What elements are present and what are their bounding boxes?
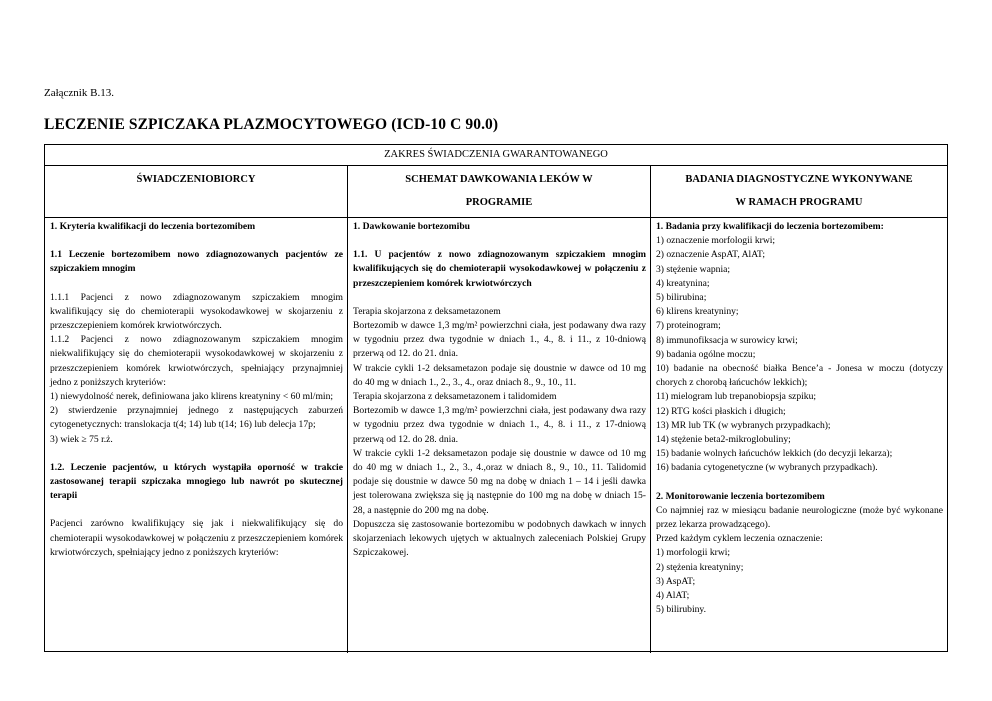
table-body bbox=[45, 218, 947, 653]
list-item: 5) bilirubina; bbox=[656, 292, 707, 304]
section-1-1-heading: 1.1 Leczenie bortezomibem nowo zdiagnozowanych pacjentów ze szpiczakiem mnogim bbox=[50, 249, 343, 275]
column-header-beneficiaries bbox=[45, 166, 348, 217]
criterion-item-3: 3) wiek ≥ 75 r.ż. bbox=[50, 433, 113, 445]
column-header-diagnostics-line1: BADANIA DIAGNOSTYCZNE WYKONYWANE bbox=[685, 174, 913, 185]
dosing-cell bbox=[348, 218, 651, 653]
list-item: 1) oznaczenie morfologii krwi; bbox=[656, 235, 776, 247]
dosing-paragraph-1: Bortezomib w dawce 1,3 mg/m² powierzchni ciała, jest podawany dwa razy w tygodniu przez dwa tygodnie w dniach 1., 4., 8. i 11., z 10-dniową przerwą od 12. do 21. dnia. bbox=[353, 320, 646, 360]
column-header-beneficiaries-label: ŚWIADCZENIOBIORCY bbox=[136, 174, 256, 185]
list-item: 1) morfologii krwi; bbox=[656, 547, 731, 559]
column-header-dosing bbox=[348, 166, 651, 217]
qualification-heading: 1. Kryteria kwalifikacji do leczenia bortezomibem bbox=[50, 221, 256, 232]
list-item: 9) badania ogólne moczu; bbox=[656, 348, 756, 360]
beneficiaries-cell bbox=[45, 218, 348, 653]
criterion-item-2: 2) stwierdzenie przynajmniej jednego z następujących zaburzeń cytogenetycznych: translokacja t(4; 14) lub t(14; 16) lub delecja 17p; bbox=[50, 405, 343, 431]
monitoring-neuro-text: Co najmniej raz w miesiącu badanie neurologiczne (może być wykonane przez lekarza prowadzącego). bbox=[656, 504, 943, 531]
list-item: 8) immunofiksacja w surowicy krwi; bbox=[656, 334, 798, 346]
page-title: LECZENIE SZPICZAKA PLAZMOCYTOWEGO (ICD-10 C 90.0) bbox=[44, 116, 499, 133]
criterion-1-1-1: 1.1.1 Pacjenci z nowo zdiagnozowanym szpiczakiem mnogim kwalifikujący się do chemioterapii wysokodawkowej w skojarzeniu z przeszczepieniem komórek krwiotwórczych. bbox=[50, 291, 343, 332]
column-headers bbox=[45, 166, 947, 218]
dosing-paragraph-4: W trakcie cykli 1-2 deksametazon podaje się doustnie w dawce od 10 mg do 40 mg w dniach 1., 2., 3., 4.,oraz w dniach 8., 9., 10., 11. Talidomid podaje się doustnie w dawce 50 mg na dobę w dniach 1 – 14 i jeśli dawka jest tolerowana zwiększa się ją następnie do 100 mg na dobę w dniach 15-28, a następnie do 200 mg na dobę. bbox=[353, 447, 646, 516]
list-item: 12) RTG kości płaskich i długich; bbox=[656, 405, 786, 417]
column-header-diagnostics bbox=[651, 166, 947, 217]
therapy-dexamethasone-title: Terapia skojarzona z deksametazonem bbox=[353, 305, 501, 317]
section-1-2-text: Pacjenci zarówno kwalifikujący się jak i niekwalifikujący się do chemioterapii wysokodawkowej w połączeniu z przeszczepieniem komórek krwiotwórczych, spełniający jedno z poniższych kryteriów: bbox=[50, 518, 343, 558]
criterion-item-1: 1) niewydolność nerek, definiowana jako klirens kreatyniny < 60 ml/min; bbox=[50, 391, 334, 403]
column-header-dosing-line2: PROGRAMIE bbox=[465, 197, 533, 208]
list-item: 5) bilirubiny. bbox=[656, 604, 707, 616]
list-item: 15) badanie wolnych łańcuchów lekkich (do decyzji lekarza); bbox=[656, 448, 893, 460]
monitoring-heading: 2. Monitorowanie leczenia bortezomibem bbox=[656, 490, 825, 502]
column-header-dosing-line1: SCHEMAT DAWKOWANIA LEKÓW W bbox=[405, 174, 593, 185]
list-item: 16) badania cytogenetyczne (w wybranych przypadkach). bbox=[656, 462, 878, 474]
list-item: 3) stężenie wapnia; bbox=[656, 263, 731, 275]
list-item: 6) klirens kreatyniny; bbox=[656, 306, 739, 318]
list-item: 3) AspAT; bbox=[656, 575, 696, 587]
list-item: 2) stężenia kreatyniny; bbox=[656, 561, 744, 573]
dosing-paragraph-2: W trakcie cykli 1-2 deksametazon podaje się doustnie w dawce od 10 mg do 40 mg w dniach 1., 2., 3., 4., oraz dniach 8., 9., 10., 11. bbox=[353, 362, 646, 388]
annex-label: Załącznik B.13. bbox=[44, 87, 114, 99]
dosing-1-1-heading: 1.1. U pacjentów z nowo zdiagnozowanym szpiczakiem mnogim kwalifikujących się do chemioterapii wysokodawkowej w połączeniu z przeszczepieniem komórek krwiotwórczych bbox=[353, 249, 646, 289]
list-item: 4) kreatynina; bbox=[656, 277, 710, 289]
dosing-heading: 1. Dawkowanie bortezomibu bbox=[353, 221, 470, 232]
list-item: 13) MR lub TK (w wybranych przypadkach); bbox=[656, 419, 831, 431]
list-item: 14) stężenie beta2-mikroglobuliny; bbox=[656, 434, 791, 446]
section-1-2-heading: 1.2. Leczenie pacjentów, u których wystąpiła oporność w trakcie zastosowanej terapii szpiczaka mnogiego lub nawrót po skutecznej terapii bbox=[50, 461, 343, 502]
dosing-paragraph-3: Bortezomib w dawce 1,3 mg/m² powierzchni ciała, jest podawany dwa razy w tygodniu przez dwa tygodnie w dniach 1., 4., 8. i 11., z 17-dniową przerwą od 12. do 28. dnia. bbox=[353, 405, 646, 445]
qualification-tests-list bbox=[656, 234, 943, 475]
column-header-diagnostics-line2: W RAMACH PROGRAMU bbox=[735, 197, 863, 208]
list-item: 11) mielogram lub trepanobiopsja szpiku; bbox=[656, 391, 817, 403]
monitoring-cycle-text: Przed każdym cyklem leczenia oznaczenie: bbox=[656, 533, 823, 545]
list-item: 2) oznaczenie AspAT, AlAT; bbox=[656, 249, 766, 261]
list-item: 7) proteinogram; bbox=[656, 320, 721, 332]
dosing-paragraph-5: Dopuszcza się zastosowanie bortezomibu w podobnych dawkach w innych skojarzeniach lekowych ujętych w aktualnych zaleceniach Polskiej Grupy Szpiczakowej. bbox=[353, 518, 646, 559]
therapy-thalidomide-title: Terapia skojarzona z deksametazonem i talidomidem bbox=[353, 391, 557, 403]
monitoring-tests-list bbox=[656, 546, 943, 617]
list-item: 10) badanie na obecność białka Bence’a - Jonesa w moczu (dotyczy chorych z chorobą łańcuchów lekkich); bbox=[656, 363, 943, 389]
qualification-tests-heading: 1. Badania przy kwalifikacji do leczenia bortezomibem: bbox=[656, 221, 884, 232]
table-header-scope: ZAKRES ŚWIADCZENIA GWARANTOWANEGO bbox=[45, 145, 947, 166]
list-item: 4) AlAT; bbox=[656, 590, 690, 602]
criterion-1-1-2: 1.1.2 Pacjenci z nowo zdiagnozowanym szpiczakiem mnogim niekwalifikujący się do chemioterapii wysokodawkowej w skojarzeniu z przeszczepieniem komórek krwiotwórczych, spełniający przynajmniej jedno z poniższych kryteriów: bbox=[50, 334, 343, 388]
program-table bbox=[44, 144, 948, 652]
diagnostics-cell bbox=[651, 218, 947, 653]
